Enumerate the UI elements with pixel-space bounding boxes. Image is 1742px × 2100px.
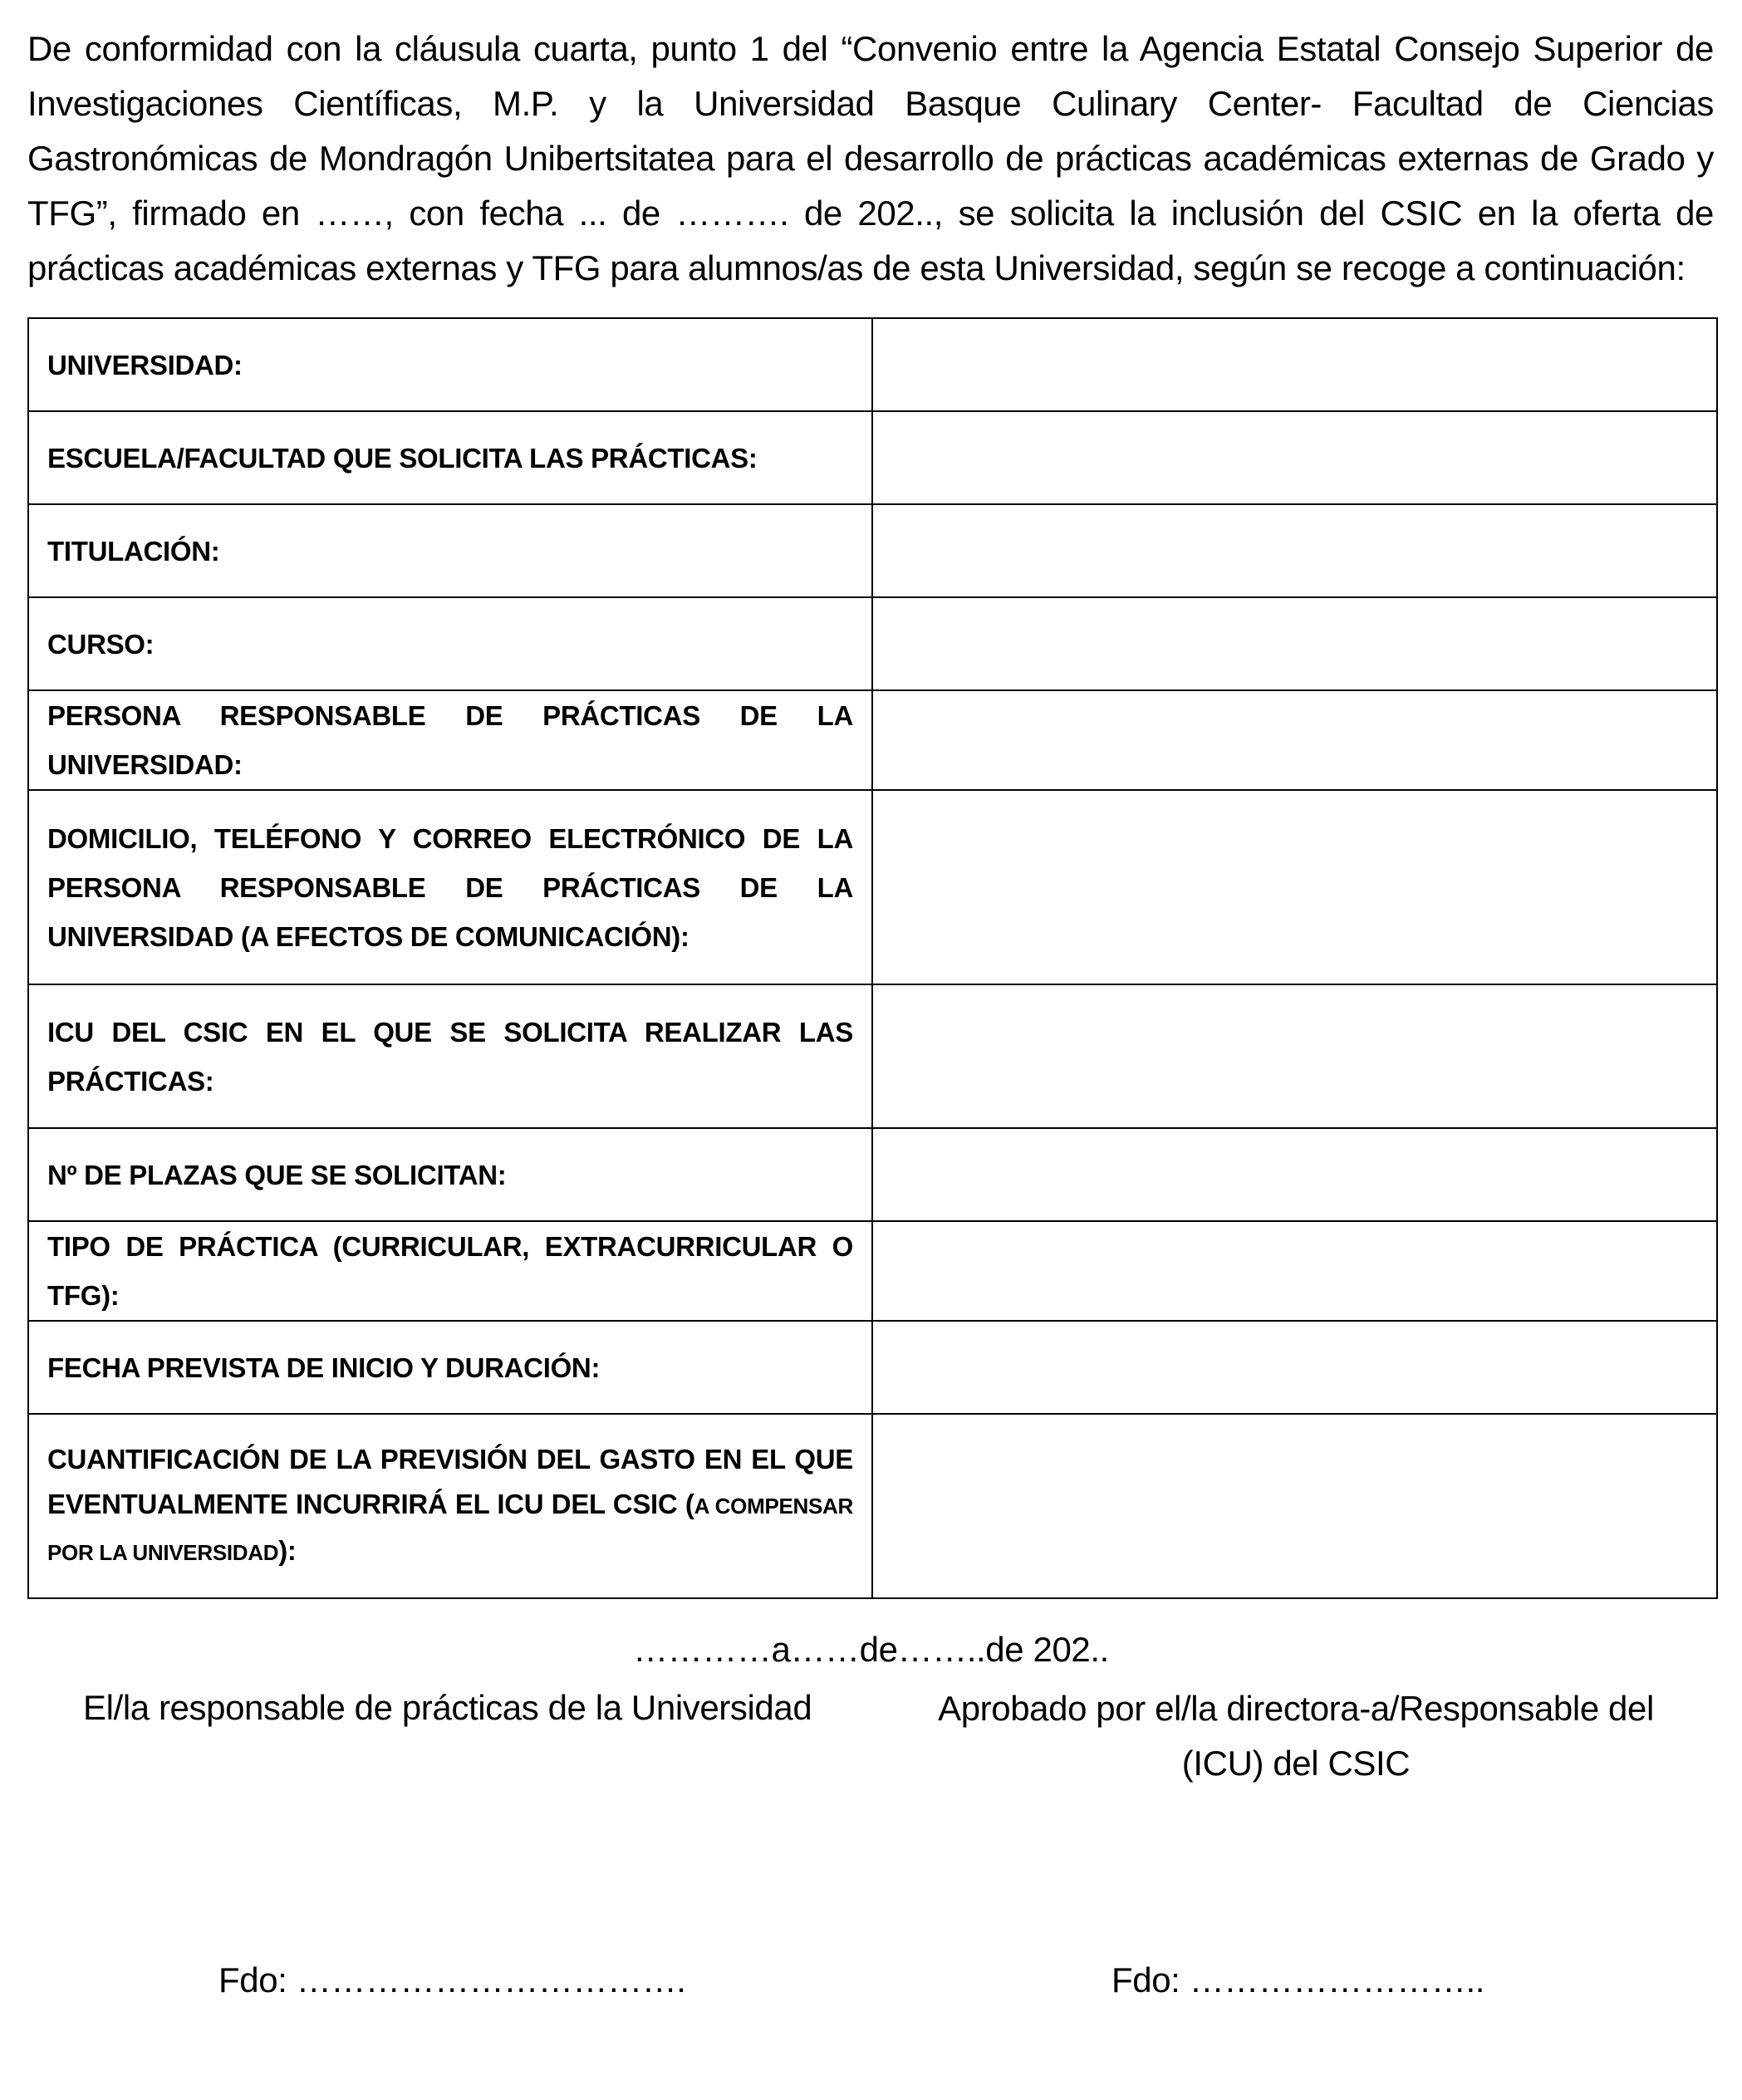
field-value-icu-csic[interactable] xyxy=(872,984,1717,1128)
field-value-tipo-practica[interactable] xyxy=(872,1221,1717,1321)
table-row xyxy=(28,411,1717,504)
field-label-tipo-practica: TIPO DE PRÁCTICA (CURRICULAR, EXTRACURRICULAR O TFG): xyxy=(47,1231,853,1311)
label-end-text: ): xyxy=(278,1535,297,1566)
field-label-cell xyxy=(28,1221,872,1321)
right-signatory-title xyxy=(930,1681,1661,1791)
field-value-num-plazas[interactable] xyxy=(872,1128,1717,1221)
table-row xyxy=(28,984,1717,1128)
field-label-cell xyxy=(28,984,872,1128)
request-form-table xyxy=(27,317,1718,1599)
label-small-caps-text: A COMPENSAR POR LA UNIVERSIDAD xyxy=(47,1494,854,1565)
field-label-cell xyxy=(28,1321,872,1414)
field-label-cuantificacion-gasto xyxy=(47,1437,853,1575)
table-row xyxy=(28,1414,1717,1598)
field-value-domicilio-contacto[interactable] xyxy=(872,790,1717,984)
field-value-universidad[interactable] xyxy=(872,318,1717,411)
date-line: …………a……de……..de 202.. xyxy=(633,1630,1109,1669)
field-label-domicilio-contacto: DOMICILIO, TELÉFONO Y CORREO ELECTRÓNICO DE LA PERSONA RESPONSABLE DE PRÁCTICAS DE LA UNIVERSIDAD (A EFECTOS DE COMUNICACIÓN): xyxy=(47,822,853,952)
table-row xyxy=(28,318,1717,411)
right-signatory-line-2: (ICU) del CSIC xyxy=(1181,1744,1411,1783)
field-label-escuela-facultad: ESCUELA/FACULTAD QUE SOLICITA LAS PRÁCTICAS: xyxy=(47,442,758,473)
field-label-curso: CURSO: xyxy=(47,628,155,660)
label-main-text: CUANTIFICACIÓN DE LA PREVISIÓN DEL GASTO EN EL QUE EVENTUALMENTE INCURRIRÁ EL ICU DEL CSIC ( xyxy=(47,1444,853,1519)
table-row xyxy=(28,690,1717,790)
field-value-titulacion[interactable] xyxy=(872,504,1717,597)
table-row xyxy=(28,1128,1717,1221)
left-signature-line: Fdo: ……………………………. xyxy=(218,1960,686,1999)
field-label-cell xyxy=(28,1414,872,1598)
field-value-cuantificacion-gasto[interactable] xyxy=(872,1414,1717,1598)
table-row xyxy=(28,1321,1717,1414)
field-label-cell xyxy=(28,1128,872,1221)
field-label-cell xyxy=(28,504,872,597)
table-row xyxy=(28,790,1717,984)
field-label-persona-responsable: PERSONA RESPONSABLE DE PRÁCTICAS DE LA UNIVERSIDAD: xyxy=(47,700,853,780)
table-row xyxy=(28,597,1717,690)
field-label-cell xyxy=(28,690,872,790)
intro-text xyxy=(27,22,1714,296)
field-label-icu-csic: ICU DEL CSIC EN EL QUE SE SOLICITA REALIZAR LAS PRÁCTICAS: xyxy=(47,1016,853,1097)
field-label-fecha-inicio: FECHA PREVISTA DE INICIO Y DURACIÓN: xyxy=(47,1352,601,1383)
field-label-cell xyxy=(28,790,872,984)
field-label-universidad: UNIVERSIDAD: xyxy=(47,349,243,380)
field-label-cell xyxy=(28,597,872,690)
table-row xyxy=(28,504,1717,597)
field-value-curso[interactable] xyxy=(872,597,1717,690)
field-label-num-plazas: Nº DE PLAZAS QUE SE SOLICITAN: xyxy=(47,1159,507,1190)
field-label-cell xyxy=(28,411,872,504)
field-value-fecha-inicio[interactable] xyxy=(872,1321,1717,1414)
left-signatory-title: El/la responsable de prácticas de la Universidad xyxy=(83,1688,812,1727)
right-signature-line: Fdo: …………………….. xyxy=(1111,1960,1485,1999)
field-value-escuela-facultad[interactable] xyxy=(872,411,1717,504)
table-row xyxy=(28,1221,1717,1321)
field-label-cell xyxy=(28,318,872,411)
right-signatory-line-1: Aprobado por el/la directora-a/Responsable del xyxy=(938,1689,1654,1728)
field-value-persona-responsable[interactable] xyxy=(872,690,1717,790)
intro-paragraph: De conformidad con la cláusula cuarta, punto 1 del “Convenio entre la Agencia Estatal Consejo Superior de Investigaciones Científicas, M.P. y la Universidad Basque Culinary Center- Facultad de Ciencias Gastronómicas de Mondragón Unibertsitatea para el desarrollo de prácticas académicas externas de Grado y TFG”, firmado en ……, con fecha ... de ………. de 202.., se solicita la inclusión del CSIC en la oferta de prácticas académicas externas y TFG para alumnos/as de esta Universidad, según se recoge a continuación: xyxy=(27,29,1714,287)
field-label-titulacion: TITULACIÓN: xyxy=(47,535,220,567)
